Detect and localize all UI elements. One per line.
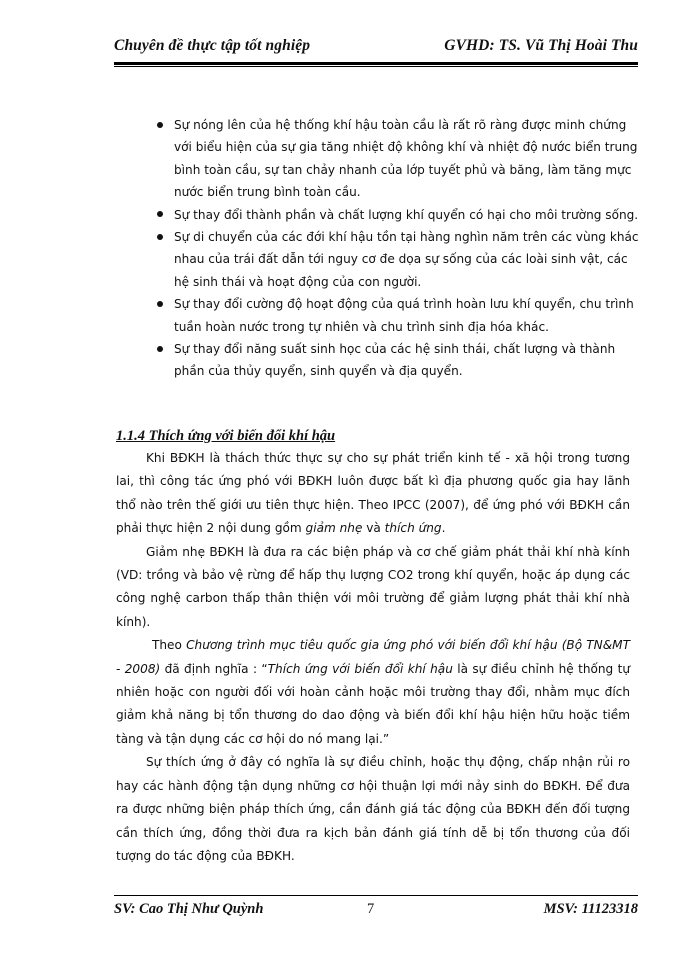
bullet-list <box>150 114 640 383</box>
bullet-icon <box>157 211 163 217</box>
list-item <box>150 204 640 226</box>
section-heading: 1.1.4 Thích ứng với biến đổi khí hậu <box>116 428 336 444</box>
paragraph-text: Khi BĐKH là thách thức thực sự cho sự phát triển kinh tế - xã hội trong tương lai, thì công tác ứng phó với BĐKH luôn được bất kì địa phương quốc gia hay lãnh thổ nào trên thế giới ưu tiên thực hiện. Theo IPCC (2007), để ứng phó với BĐKH cần phải thực hiện 2 nội dung gồm <box>116 451 630 536</box>
emphasis-mitigation: giảm nhẹ <box>305 521 363 536</box>
paragraph-text: là sự điều chỉnh hệ thống tự nhiên hoặc con người đối với hoàn cảnh hoặc môi trường thay đổi, nhằm mục đích giảm khả năng bị tổn thương do dao động và biến đổi khí hậu hiện hữu hoặc tiềm tàng và tận dụng các cơ hội do nó mang lại.” <box>116 661 630 746</box>
list-item <box>150 114 640 204</box>
bullet-icon <box>157 301 163 307</box>
footer-student-id: MSV: 11123318 <box>543 901 638 917</box>
bullet-icon <box>157 346 163 352</box>
list-item-text: Sự thay đổi thành phần và chất lượng khí quyển có hại cho môi trường sống. <box>174 207 639 222</box>
header-rule-thick <box>114 62 638 65</box>
list-item-text: Sự thay đổi cường độ hoạt động của quá trình hoàn lưu khí quyển, chu trình tuần hoàn nước trong tự nhiên và chu trình sinh địa hóa khác. <box>174 297 634 334</box>
emphasis-definition-term: Thích ứng với biến đổi khí hậu <box>267 661 453 676</box>
emphasis-adaptation: thích ứng <box>384 521 442 536</box>
list-item <box>150 293 640 338</box>
paragraph-text: . <box>441 521 446 536</box>
paragraph: Giảm nhẹ BĐKH là đưa ra các biện pháp và cơ chế giảm phát thải khí nhà kính (VD: trồng và bảo vệ rừng để hấp thụ lượng CO2 trong khí quyển, hoặc áp dụng các công nghệ carbon thấp thân thiện với môi trường để giảm lượng phát thải khí nhà kính). <box>116 544 630 629</box>
body-text <box>116 447 630 868</box>
list-item-text: Sự nóng lên của hệ thống khí hậu toàn cầu là rất rõ ràng được minh chứng với biểu hiện của sự gia tăng nhiệt độ không khí và nhiệt độ nước biển trung bình toàn cầu, sự tan chảy nhanh của lớp tuyết phủ và băng, làm tăng mực nước biển trung bình toàn cầu. <box>174 118 638 200</box>
header-title: Chuyên đề thực tập tốt nghiệp <box>114 37 311 54</box>
page-header <box>114 37 638 55</box>
paragraph <box>116 447 630 541</box>
paragraph-text: đã định nghĩa : “ <box>160 661 268 676</box>
list-item-text: Sự di chuyển của các đới khí hậu tồn tại hàng nghìn năm trên các vùng khác nhau của trái đất dẫn tới nguy cơ đe dọa sự sống của các loài sinh vật, các hệ sinh thái và hoạt động của con người. <box>174 230 639 289</box>
page-number: 7 <box>367 901 375 917</box>
header-advisor: GVHD: TS. Vũ Thị Hoài Thu <box>444 37 638 54</box>
list-item <box>150 226 640 293</box>
bullet-icon <box>157 234 163 240</box>
paragraph: Sự thích ứng ở đây có nghĩa là sự điều chỉnh, hoặc thụ động, chấp nhận rủi ro hay các hành động tận dụng những cơ hội thuận lợi mới nảy sinh do BĐKH. Để đưa ra được những biện pháp thích ứng, cần đánh giá tác động của BĐKH đến đối tượng cần thích ứng, đồng thời đưa ra kịch bản đánh giá tính dễ bị tổn thương của đối tượng do tác động của BĐKH. <box>116 755 630 863</box>
page-footer <box>114 901 638 921</box>
paragraph-text: Theo <box>152 638 187 653</box>
emphasis-program-title: Chương trình mục tiêu quốc gia ứng phó với biến đổi khí hậu (Bộ TN&MT - 2008) <box>116 638 630 676</box>
paragraph-text: và <box>362 521 385 536</box>
list-item-text: Sự thay đổi năng suất sinh học của các hệ sinh thái, chất lượng và thành phần của thủy quyển, sinh quyển và địa quyển. <box>174 342 616 379</box>
footer-student: SV: Cao Thị Như Quỳnh <box>114 901 264 917</box>
list-item <box>150 338 640 383</box>
bullet-icon <box>157 122 163 128</box>
footer-rule <box>114 895 638 896</box>
paragraph <box>116 634 630 751</box>
header-rule-thin <box>114 66 638 67</box>
